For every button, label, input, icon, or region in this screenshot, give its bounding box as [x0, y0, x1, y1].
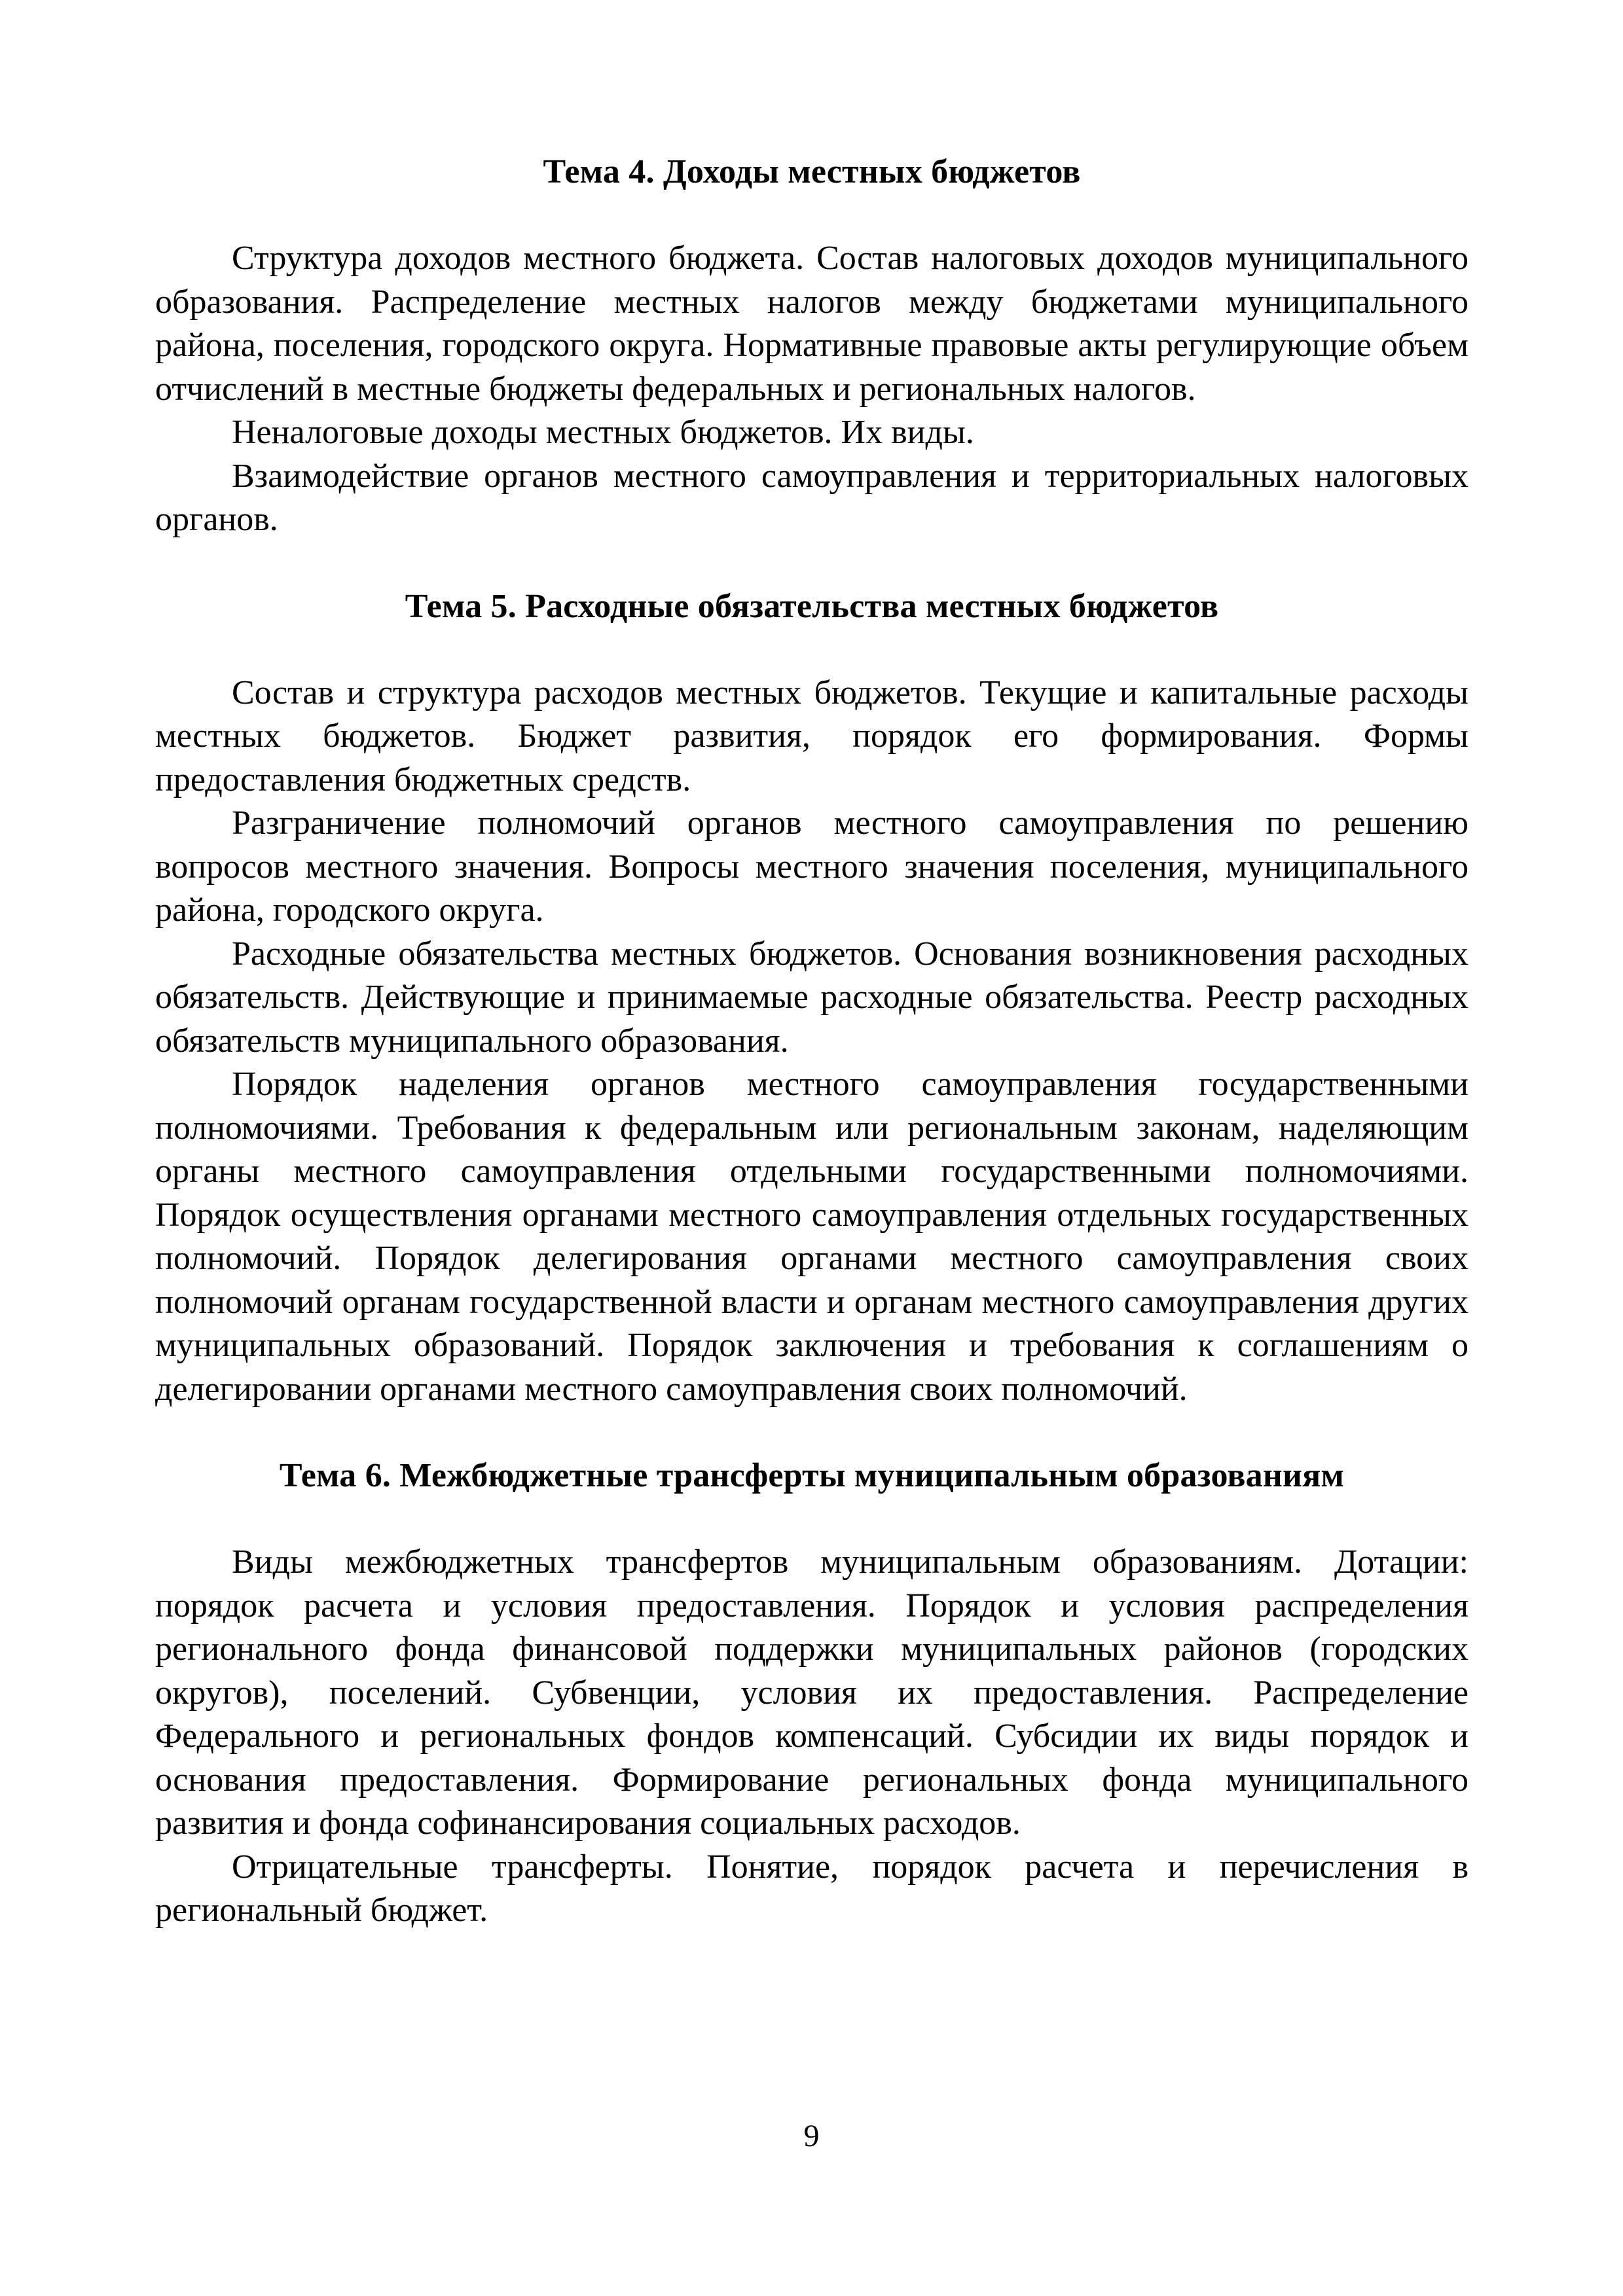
paragraph: Виды межбюджетных трансфертов муниципальным образованиям. Дотации: порядок расчета и условия предоставления. Порядок и условия распределения регионального фонда финансовой поддержки муниципальных районов (городских округов), поселений. Субвенции, условия их предоставления. Распределение Федерального и региональных фондов компенсаций. Субсидии их виды порядок и основания предоставления. Формирование региональных фонда муниципального развития и фонда софинансирования социальных расходов. [155, 1543, 1468, 1842]
paragraph: Расходные обязательства местных бюджетов. Основания возникновения расходных обязательств. Действующие и принимаемые расходные обязательства. Реестр расходных обязательств муниципального образования. [155, 935, 1468, 1060]
document-page [155, 151, 1468, 1933]
section-topic-5 [155, 585, 1468, 1412]
section-heading: Тема 4. Доходы местных бюджетов [543, 153, 1081, 190]
paragraph: Неналоговые доходы местных бюджетов. Их виды. [232, 414, 974, 451]
section-body [155, 237, 1468, 542]
section-topic-6 [155, 1454, 1468, 1933]
section-heading: Тема 5. Расходные обязательства местных бюджетов [405, 587, 1219, 625]
section-topic-4 [155, 151, 1468, 542]
paragraph: Состав и структура расходов местных бюджетов. Текущие и капитальные расходы местных бюджетов. Бюджет развития, порядок его формирования. Формы предоставления бюджетных средств. [155, 673, 1468, 798]
paragraph: Взаимодействие органов местного самоуправления и территориальных налоговых органов. [155, 457, 1468, 538]
paragraph: Порядок наделения органов местного самоуправления государственными полномочиями. Требования к федеральным или региональным законам, наделяющим органы местного самоуправления отдельными государственными полномочиями. Порядок осуществления органами местного самоуправления отдельных государственных полномочий. Порядок делегирования органами местного самоуправления своих полномочий органам государственной власти и органам местного самоуправления других муниципальных образований. Порядок заключения и требования к соглашениям о делегировании органами местного самоуправления своих полномочий. [155, 1066, 1468, 1408]
paragraph: Отрицательные трансферты. Понятие, порядок расчета и перечисления в региональный бюджет. [155, 1848, 1468, 1929]
page-number: 9 [803, 2119, 820, 2153]
section-body [155, 1541, 1468, 1933]
section-body [155, 672, 1468, 1412]
section-heading: Тема 6. Межбюджетные трансферты муниципальным образованиям [279, 1457, 1345, 1494]
paragraph: Структура доходов местного бюджета. Состав налоговых доходов муниципального образования. Распределение местных налогов между бюджетами муниципального района, поселения, городского округа. Нормативные правовые акты регулирующие объем отчислений в местные бюджеты федеральных и региональных налогов. [155, 240, 1468, 408]
paragraph: Разграничение полномочий органов местного самоуправления по решению вопросов местного значения. Вопросы местного значения поселения, муниципального района, городского округа. [155, 804, 1468, 929]
